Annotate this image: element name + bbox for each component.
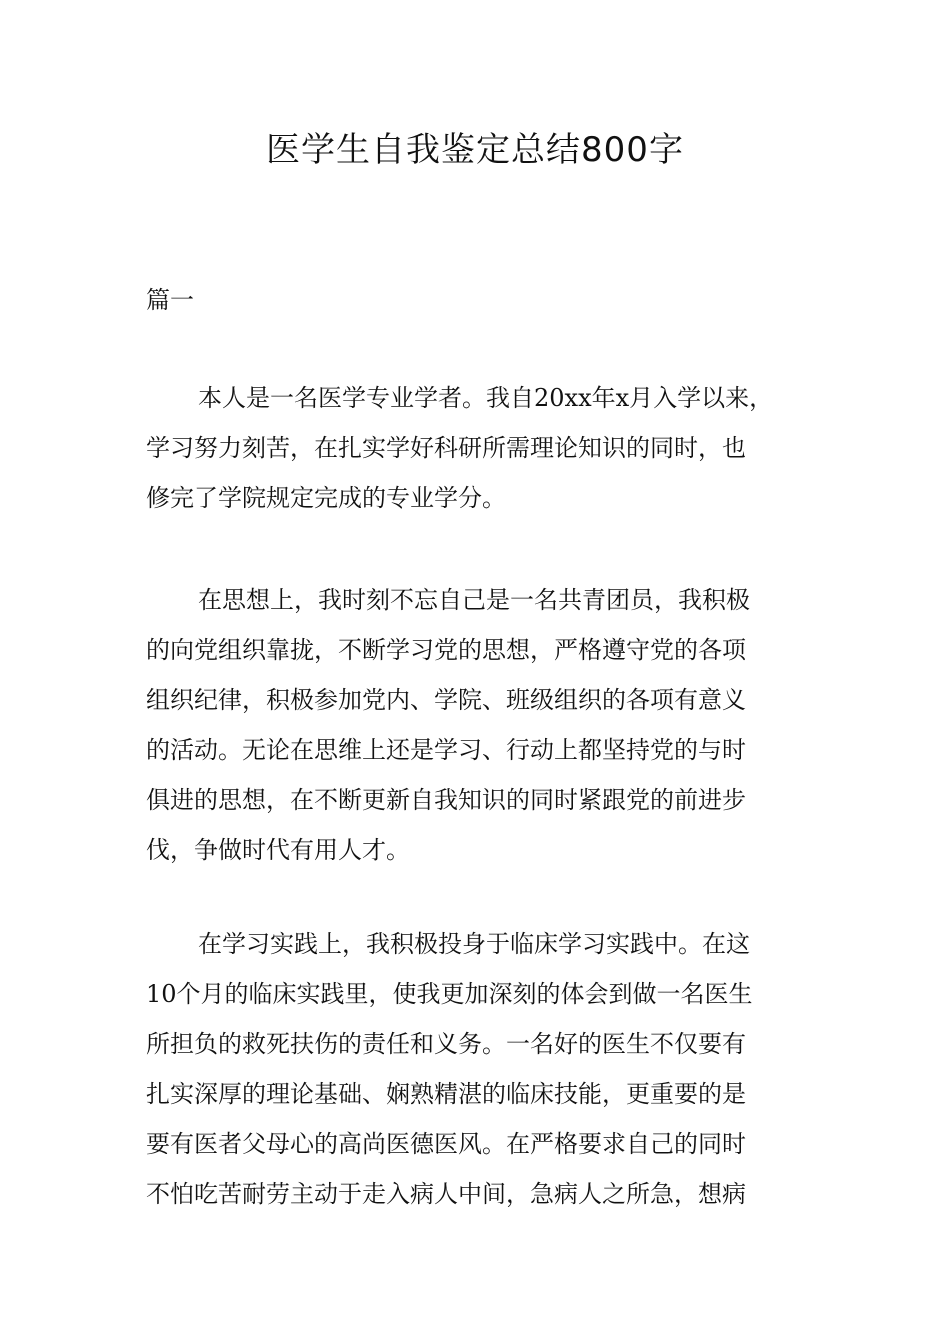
document-title: 医学生自我鉴定总结800字	[266, 130, 684, 170]
paragraph-2	[146, 575, 806, 875]
paragraph-line: 本人是一名医学专业学者。我自20xx年x月入学以来，	[198, 384, 774, 412]
section-label: 篇一	[146, 286, 194, 314]
paragraph-1	[146, 373, 806, 523]
paragraph-line: 伐，争做时代有用人才。	[146, 836, 410, 864]
paragraph-line: 的活动。无论在思维上还是学习、行动上都坚持党的与时	[146, 736, 746, 764]
paragraph-line: 修完了学院规定完成的专业学分。	[146, 484, 506, 512]
paragraph-line: 在思想上，我时刻不忘自己是一名共青团员，我积极	[198, 586, 750, 614]
paragraph-line: 在学习实践上，我积极投身于临床学习实践中。在这	[198, 930, 750, 958]
paragraph-line: 俱进的思想，在不断更新自我知识的同时紧跟党的前进步	[146, 786, 746, 814]
paragraph-line: 所担负的救死扶伤的责任和义务。一名好的医生不仅要有	[146, 1030, 746, 1058]
paragraph-line: 10个月的临床实践里，使我更加深刻的体会到做一名医生	[146, 980, 753, 1008]
paragraph-3	[146, 919, 806, 1219]
paragraph-line: 要有医者父母心的高尚医德医风。在严格要求自己的同时	[146, 1130, 746, 1158]
paragraph-line: 学习努力刻苦，在扎实学好科研所需理论知识的同时，也	[146, 434, 746, 462]
paragraph-line: 组织纪律，积极参加党内、学院、班级组织的各项有意义	[146, 686, 746, 714]
paragraph-line: 扎实深厚的理论基础、娴熟精湛的临床技能，更重要的是	[146, 1080, 746, 1108]
paragraph-line: 不怕吃苦耐劳主动于走入病人中间，急病人之所急，想病	[146, 1180, 746, 1208]
paragraph-line: 的向党组织靠拢，不断学习党的思想，严格遵守党的各项	[146, 636, 746, 664]
